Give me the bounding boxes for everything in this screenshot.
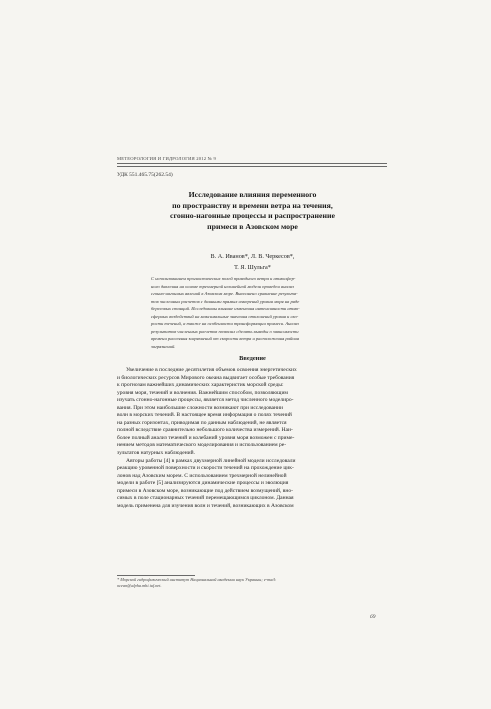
- body-line: на разных горизонтах, приводимая по данным наблюдений, не является: [117, 419, 287, 426]
- section-title: Введение: [239, 355, 266, 362]
- title-line: по пространству и времени ветра на течения,: [172, 200, 333, 210]
- body-line: уровня моря, течений и волнения. Важнейшим способом, позволяющим: [117, 389, 288, 396]
- authors: [140, 252, 365, 273]
- body-line: полной вследствие сравнительно небольшого количества измерений. Наи-: [117, 427, 293, 434]
- body-line: более полный анализ течений и колебаний уровня моря возможен с приме-: [117, 434, 295, 441]
- abstract-line: времени рассеяния загрязнений от скорости ветра и расположения района: [151, 336, 300, 341]
- body-line: вания. При этом наибольшие сложности возникают при исследовании: [117, 404, 283, 411]
- body-line: зультатов натурных наблюдений.: [117, 450, 195, 457]
- footnote-line: * Морской гидрофизический институт Национальной академии наук Украины; e-mail:: [117, 577, 277, 582]
- abstract-line: сферных воздействий на максимальные значения отклонений уровня и ско-: [151, 313, 299, 319]
- page-number: 69: [370, 614, 376, 620]
- body-line: Авторы работы [4] в рамках двухмерной линейной модели исследовали: [126, 457, 296, 464]
- authors-line: В. А. Иванов*, Л. В. Черкесов*,: [210, 253, 295, 260]
- body-line: к прогнозам важнейших динамических характеристик морской среды:: [117, 382, 284, 389]
- footnote: [117, 577, 387, 589]
- body-line: и биологических ресурсов Мирового океана выдвигает особые требования: [117, 374, 295, 381]
- title-line: Исследование влияния переменного: [188, 190, 317, 199]
- abstract-line: береговых станций. Исследованы влияние изменения интенсивности атмо-: [151, 306, 300, 311]
- body-line: модели в работе [5] анализируются динамические процессы и эволюция: [117, 480, 289, 487]
- footnote-rule: [117, 575, 195, 576]
- title-line: сгонно-нагонные процессы и распространение: [170, 211, 335, 221]
- abstract-line: С использованием прогностических полей приводного ветра и атмосфер-: [151, 276, 296, 281]
- abstract: [151, 275, 379, 350]
- abstract-line: ного давления на основе трехмерной нелинейной модели проведен анализ: [151, 283, 294, 289]
- body-line: лонов над Азовским морем. С использованием трехмерной нелинейной: [117, 472, 287, 479]
- abstract-line: сгонно-нагонных явлений в Азовском море. Выполнено сравнение результа-: [151, 291, 298, 296]
- body-line: волн в морских течений. В настоящее время информация о полях течений: [117, 412, 292, 419]
- abstract-line: рости течений, а также на особенности трансформации примеси. Анализ: [151, 321, 299, 326]
- body-line: нением методов математического моделирования и использованием ре-: [117, 442, 287, 449]
- header-rule-bottom: [117, 166, 387, 167]
- body-line: Увеличение в последние десятилетия объемов освоения энергетических: [126, 367, 297, 373]
- body-line: примеси в Азовском море, возникающие под действием возмущений, вно-: [117, 487, 293, 494]
- journal-header: МЕТЕОРОЛОГИЯ И ГИДРОЛОГИЯ 2012 № 9: [117, 156, 216, 161]
- body-text: [117, 367, 387, 510]
- abstract-line: загрязнений.: [151, 343, 176, 349]
- body-line: изучать сгонно-нагонные процессы, является метод численного моделиро-: [117, 397, 294, 404]
- abstract-line: результатов численных расчетов позволил сделать выводы о зависимости: [151, 328, 299, 334]
- article-title: [140, 190, 365, 232]
- authors-line: Т. Я. Шульга*: [234, 263, 271, 271]
- abstract-line: тов численных расчетов с данными прямых измерений уровня моря на ряде: [151, 298, 300, 304]
- body-line: реакцию уровенной поверхности и скорости течений на прохождение цик-: [117, 465, 294, 472]
- footnote-line: ocean@alpha.mhi.iuf.net.: [117, 583, 162, 589]
- body-line: симых в поле стационарных течений перемещающимся циклоном. Данная: [117, 495, 294, 502]
- udc-code: УДК 551.465.75(262.54): [117, 172, 173, 178]
- header-rule-top: [117, 163, 387, 164]
- title-line: примеси в Азовском море: [207, 221, 298, 231]
- body-line: модель применена для изучения волн и течений, возникающих в Азовском: [117, 502, 294, 509]
